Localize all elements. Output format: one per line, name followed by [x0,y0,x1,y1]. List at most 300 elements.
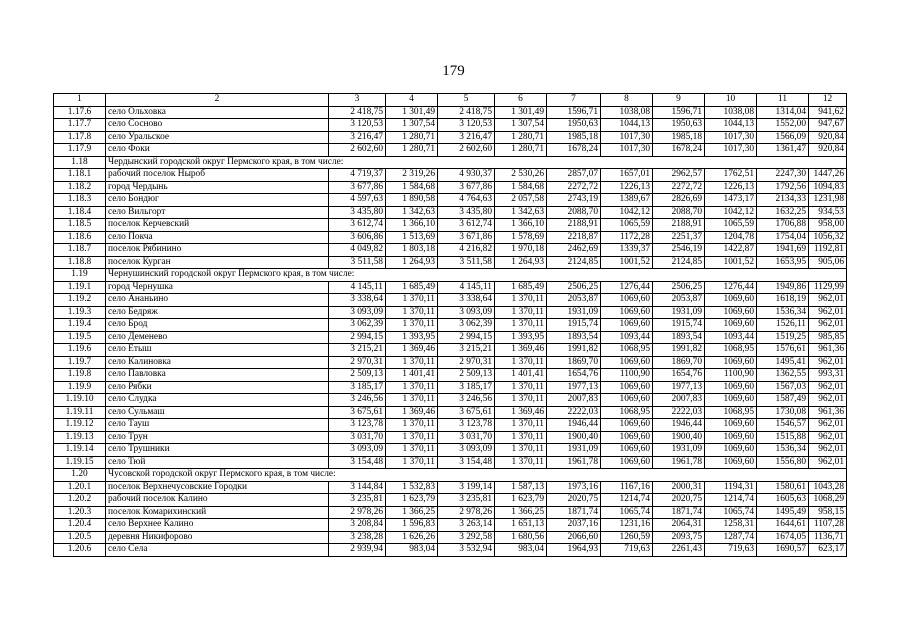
table-row [54,106,847,119]
value-cell: 962,01 [809,319,847,332]
value-cell: 4 145,11 [329,281,386,294]
settlement-name: село Вильгорт [106,206,329,219]
value-cell: 4 049,82 [329,244,386,257]
row-number: 1.19 [54,269,106,282]
value-cell: 2088,70 [653,206,705,219]
value-cell: 1730,08 [757,406,809,419]
value-cell: 1566,09 [757,131,809,144]
value-cell: 1 370,11 [386,306,438,319]
value-cell: 2272,72 [653,181,705,194]
value-cell: 1389,67 [601,194,653,207]
value-cell: 962,01 [809,294,847,307]
value-cell: 1 370,11 [495,319,547,332]
value-cell: 1069,60 [705,394,757,407]
value-cell: 1644,61 [757,519,809,532]
value-cell: 3 292,58 [438,531,495,544]
value-cell: 2088,70 [547,206,601,219]
value-cell: 1038,08 [705,106,757,119]
value-cell: 1519,25 [757,331,809,344]
value-cell: 1068,29 [809,494,847,507]
settlement-name: поселок Курган [106,256,329,269]
value-cell: 4 597,63 [329,194,386,207]
row-number: 1.18.5 [54,219,106,232]
value-cell: 1495,41 [757,356,809,369]
value-cell: 1001,52 [601,256,653,269]
table-row [54,294,847,307]
value-cell: 3 120,53 [438,119,495,132]
value-cell: 1 370,11 [386,444,438,457]
value-cell: 1536,34 [757,306,809,319]
row-number: 1.19.10 [54,394,106,407]
value-cell: 1194,31 [705,481,757,494]
value-cell: 1 370,11 [386,319,438,332]
value-cell: 1580,61 [757,481,809,494]
value-cell: 3 435,80 [329,206,386,219]
value-cell: 1654,76 [653,369,705,382]
value-cell: 1 532,83 [386,481,438,494]
row-number: 1.19.2 [54,294,106,307]
value-cell: 1 370,11 [386,356,438,369]
value-cell: 4 216,82 [438,244,495,257]
value-cell: 1961,78 [653,456,705,469]
value-cell: 1287,74 [705,531,757,544]
row-number: 1.20.4 [54,519,106,532]
value-cell: 1900,40 [653,431,705,444]
table-row [54,494,847,507]
value-cell: 993,31 [809,369,847,382]
value-cell: 2093,75 [653,531,705,544]
section-row [54,269,847,282]
table-row [54,144,847,157]
value-cell: 1946,44 [547,419,601,432]
value-cell: 2053,87 [653,294,705,307]
value-cell: 1 890,58 [386,194,438,207]
value-cell: 962,01 [809,431,847,444]
value-cell: 3 677,86 [438,181,495,194]
table-row [54,169,847,182]
value-cell: 719,63 [601,544,653,557]
value-cell: 1044,13 [705,119,757,132]
value-cell: 1042,12 [601,206,653,219]
value-cell: 1017,30 [705,131,757,144]
value-cell: 1 685,49 [386,281,438,294]
page-number: 179 [442,63,465,79]
value-cell: 958,15 [809,506,847,519]
value-cell: 1 307,54 [495,119,547,132]
value-cell: 985,85 [809,331,847,344]
value-cell: 1136,71 [809,531,847,544]
header-cell: 5 [438,94,495,107]
value-cell: 2261,43 [653,544,705,557]
value-cell: 1 401,41 [495,369,547,382]
value-cell: 1991,82 [547,344,601,357]
value-cell: 1017,30 [601,131,653,144]
value-cell: 1069,60 [705,306,757,319]
value-cell: 1 280,71 [386,131,438,144]
value-cell: 1674,05 [757,531,809,544]
value-cell: 1314,04 [757,106,809,119]
value-cell: 3 246,56 [438,394,495,407]
row-number: 1.18.6 [54,231,106,244]
row-number: 1.19.1 [54,281,106,294]
value-cell: 1556,80 [757,456,809,469]
value-cell: 2020,75 [547,494,601,507]
value-cell: 1204,78 [705,231,757,244]
value-cell: 1447,26 [809,169,847,182]
settlement-name: село Брод [106,319,329,332]
value-cell: 3 144,84 [329,481,386,494]
table-row [54,444,847,457]
value-cell: 1339,37 [601,244,653,257]
value-cell: 2857,07 [547,169,601,182]
value-cell: 3 216,47 [438,131,495,144]
value-cell: 2506,25 [653,281,705,294]
value-cell: 4 764,63 [438,194,495,207]
value-cell: 3 093,09 [438,306,495,319]
settlement-name: рабочий поселок Калино [106,494,329,507]
value-cell: 1 584,68 [386,181,438,194]
value-cell: 3 235,81 [329,494,386,507]
value-cell: 1172,28 [601,231,653,244]
value-cell: 2 509,13 [438,369,495,382]
value-cell: 1192,81 [809,244,847,257]
value-cell: 2188,91 [653,219,705,232]
row-number: 1.18.1 [54,169,106,182]
value-cell: 2962,57 [653,169,705,182]
value-cell: 1 307,54 [386,119,438,132]
value-cell: 1632,25 [757,206,809,219]
settlement-name: город Чердынь [106,181,329,194]
settlement-name: село Верхнее Калино [106,519,329,532]
value-cell: 1 366,10 [495,219,547,232]
value-cell: 1931,09 [653,306,705,319]
value-cell: 1068,95 [601,344,653,357]
value-cell: 905,06 [809,256,847,269]
value-cell: 2 509,13 [329,369,386,382]
value-cell: 3 606,86 [329,231,386,244]
value-cell: 2 319,26 [386,169,438,182]
value-cell: 3 120,53 [329,119,386,132]
settlement-name: село Сосново [106,119,329,132]
settlement-name: село Тауш [106,419,329,432]
value-cell: 2 994,15 [329,331,386,344]
value-cell: 3 123,78 [329,419,386,432]
table-row [54,331,847,344]
value-cell: 1129,99 [809,281,847,294]
value-cell: 1946,44 [653,419,705,432]
value-cell: 1 623,79 [386,494,438,507]
value-cell: 3 435,80 [438,206,495,219]
row-number: 1.18.3 [54,194,106,207]
settlement-name: село Слудка [106,394,329,407]
value-cell: 1 366,25 [495,506,547,519]
value-cell: 1871,74 [547,506,601,519]
value-cell: 1276,44 [601,281,653,294]
settlement-name: село Уральское [106,131,329,144]
value-cell: 2188,91 [547,219,601,232]
value-cell: 1069,60 [601,456,653,469]
value-cell: 1 301,49 [495,106,547,119]
row-number: 1.18.2 [54,181,106,194]
section-row [54,156,847,169]
value-cell: 1950,63 [547,119,601,132]
value-cell: 3 677,86 [329,181,386,194]
settlement-name: село Ананьино [106,294,329,307]
value-cell: 3 185,17 [438,381,495,394]
value-cell: 1069,60 [601,356,653,369]
value-cell: 1964,93 [547,544,601,557]
value-cell: 1 587,13 [495,481,547,494]
value-cell: 2 970,31 [329,356,386,369]
value-cell: 1 623,79 [495,494,547,507]
table-row [54,456,847,469]
value-cell: 3 154,48 [329,456,386,469]
value-cell: 2007,83 [653,394,705,407]
value-cell: 1 626,26 [386,531,438,544]
value-cell: 958,00 [809,219,847,232]
value-cell: 3 671,86 [438,231,495,244]
value-cell: 962,01 [809,394,847,407]
value-cell: 1977,13 [653,381,705,394]
table-row [54,344,847,357]
value-cell: 983,04 [495,544,547,557]
value-cell: 1093,44 [705,331,757,344]
value-cell: 1 513,69 [386,231,438,244]
row-number: 1.17.7 [54,119,106,132]
value-cell: 1931,09 [547,444,601,457]
value-cell: 1 369,46 [386,406,438,419]
value-cell: 1276,44 [705,281,757,294]
value-cell: 1422,87 [705,244,757,257]
value-cell: 3 093,09 [329,444,386,457]
value-cell: 3 235,81 [438,494,495,507]
value-cell: 1 370,11 [386,456,438,469]
value-cell: 1069,60 [705,431,757,444]
value-cell: 1069,60 [705,381,757,394]
value-cell: 1107,28 [809,519,847,532]
section-title: Чусовской городской округ Пермского края, в том числе: [106,469,847,482]
row-number: 1.19.7 [54,356,106,369]
settlement-name: село Етыш [106,344,329,357]
table-row [54,194,847,207]
value-cell: 2222,03 [547,406,601,419]
value-cell: 2 994,15 [438,331,495,344]
value-cell: 1678,24 [653,144,705,157]
row-number: 1.20.1 [54,481,106,494]
value-cell: 2 939,94 [329,544,386,557]
row-number: 1.19.15 [54,456,106,469]
value-cell: 1056,32 [809,231,847,244]
header-cell: 2 [106,94,329,107]
value-cell: 1546,57 [757,419,809,432]
settlement-name: село Ольховка [106,106,329,119]
value-cell: 983,04 [386,544,438,557]
table-row [54,244,847,257]
value-cell: 1 264,93 [495,256,547,269]
row-number: 1.20.3 [54,506,106,519]
value-cell: 1069,60 [601,444,653,457]
value-cell: 3 215,21 [329,344,386,357]
table-row [54,281,847,294]
value-cell: 2826,69 [653,194,705,207]
value-cell: 3 215,21 [438,344,495,357]
value-cell: 962,01 [809,381,847,394]
row-number: 1.19.12 [54,419,106,432]
value-cell: 3 123,78 [438,419,495,432]
header-cell: 1 [54,94,106,107]
value-cell: 1094,83 [809,181,847,194]
value-cell: 2053,87 [547,294,601,307]
value-cell: 1 280,71 [495,131,547,144]
table-row [54,394,847,407]
section-title: Чердынский городской округ Пермского края, в том числе: [106,156,847,169]
value-cell: 2 978,26 [438,506,495,519]
value-cell: 3 093,09 [329,306,386,319]
value-cell: 3 208,84 [329,519,386,532]
value-cell: 1 370,11 [386,381,438,394]
value-cell: 1258,31 [705,519,757,532]
value-cell: 1 370,11 [495,456,547,469]
value-cell: 1017,30 [601,144,653,157]
value-cell: 1 370,11 [495,444,547,457]
table-row [54,381,847,394]
value-cell: 623,17 [809,544,847,557]
value-cell: 2 418,75 [438,106,495,119]
value-cell: 1869,70 [547,356,601,369]
row-number: 1.18.8 [54,256,106,269]
row-number: 1.20 [54,469,106,482]
value-cell: 1653,95 [757,256,809,269]
value-cell: 1 651,13 [495,519,547,532]
value-cell: 2 970,31 [438,356,495,369]
value-cell: 3 216,47 [329,131,386,144]
header-cell: 11 [757,94,809,107]
value-cell: 1100,90 [705,369,757,382]
value-cell: 1515,88 [757,431,809,444]
value-cell: 1 970,18 [495,244,547,257]
value-cell: 1226,13 [601,181,653,194]
value-cell: 2743,19 [547,194,601,207]
value-cell: 1 596,83 [386,519,438,532]
value-cell: 1 370,11 [495,431,547,444]
value-cell: 1552,00 [757,119,809,132]
value-cell: 1068,95 [601,406,653,419]
value-cell: 1678,24 [547,144,601,157]
value-cell: 2020,75 [653,494,705,507]
table-row [54,119,847,132]
settlement-name: рабочий поселок Ныроб [106,169,329,182]
row-number: 1.19.8 [54,369,106,382]
value-cell: 1 370,11 [495,306,547,319]
value-cell: 4 930,37 [438,169,495,182]
table-row [54,531,847,544]
value-cell: 1915,74 [653,319,705,332]
value-cell: 2218,87 [547,231,601,244]
value-cell: 961,36 [809,344,847,357]
value-cell: 1949,86 [757,281,809,294]
value-cell: 1869,70 [653,356,705,369]
value-cell: 1596,71 [653,106,705,119]
row-number: 1.19.3 [54,306,106,319]
value-cell: 2 602,60 [438,144,495,157]
value-cell: 3 154,48 [438,456,495,469]
value-cell: 4 719,37 [329,169,386,182]
value-cell: 1 393,95 [386,331,438,344]
header-cell: 3 [329,94,386,107]
value-cell: 961,36 [809,406,847,419]
value-cell: 1596,71 [547,106,601,119]
value-cell: 1915,74 [547,319,601,332]
table-row [54,306,847,319]
value-cell: 2 978,26 [329,506,386,519]
settlement-name: село Калиновка [106,356,329,369]
value-cell: 1069,60 [601,319,653,332]
value-cell: 1 578,69 [495,231,547,244]
value-cell: 1065,74 [601,506,653,519]
value-cell: 1260,59 [601,531,653,544]
settlement-name: село Рябки [106,381,329,394]
value-cell: 1069,60 [601,306,653,319]
table-row [54,544,847,557]
value-cell: 1605,63 [757,494,809,507]
value-cell: 1042,12 [705,206,757,219]
value-cell: 2 602,60 [329,144,386,157]
value-cell: 1017,30 [705,144,757,157]
value-cell: 3 612,74 [329,219,386,232]
value-cell: 1069,60 [601,419,653,432]
value-cell: 1 370,11 [495,394,547,407]
value-cell: 3 338,64 [329,294,386,307]
value-cell: 2124,85 [547,256,601,269]
section-title: Чернушинский городской округ Пермского края, в том числе: [106,269,847,282]
settlement-name: поселок Керчевский [106,219,329,232]
value-cell: 1 370,11 [386,294,438,307]
header-cell: 7 [547,94,601,107]
value-cell: 1069,60 [705,419,757,432]
tariff-table [53,93,847,557]
row-number: 1.19.13 [54,431,106,444]
value-cell: 1214,74 [705,494,757,507]
value-cell: 1 393,95 [495,331,547,344]
value-cell: 2222,03 [653,406,705,419]
table-row [54,231,847,244]
value-cell: 1 369,46 [386,344,438,357]
value-cell: 3 675,61 [438,406,495,419]
value-cell: 1038,08 [601,106,653,119]
value-cell: 2251,37 [653,231,705,244]
value-cell: 1654,76 [547,369,601,382]
settlement-name: деревня Никифорово [106,531,329,544]
header-cell: 8 [601,94,653,107]
value-cell: 1361,47 [757,144,809,157]
value-cell: 1001,52 [705,256,757,269]
value-cell: 1069,60 [601,381,653,394]
value-cell: 3 031,70 [438,431,495,444]
row-number: 1.17.6 [54,106,106,119]
value-cell: 3 511,58 [438,256,495,269]
value-cell: 3 199,14 [438,481,495,494]
value-cell: 1618,19 [757,294,809,307]
value-cell: 1068,95 [705,406,757,419]
row-number: 1.20.2 [54,494,106,507]
row-number: 1.19.14 [54,444,106,457]
settlement-name: поселок Комарихинский [106,506,329,519]
table-row [54,219,847,232]
row-number: 1.20.5 [54,531,106,544]
value-cell: 4 145,11 [438,281,495,294]
value-cell: 1 584,68 [495,181,547,194]
value-cell: 1 685,49 [495,281,547,294]
